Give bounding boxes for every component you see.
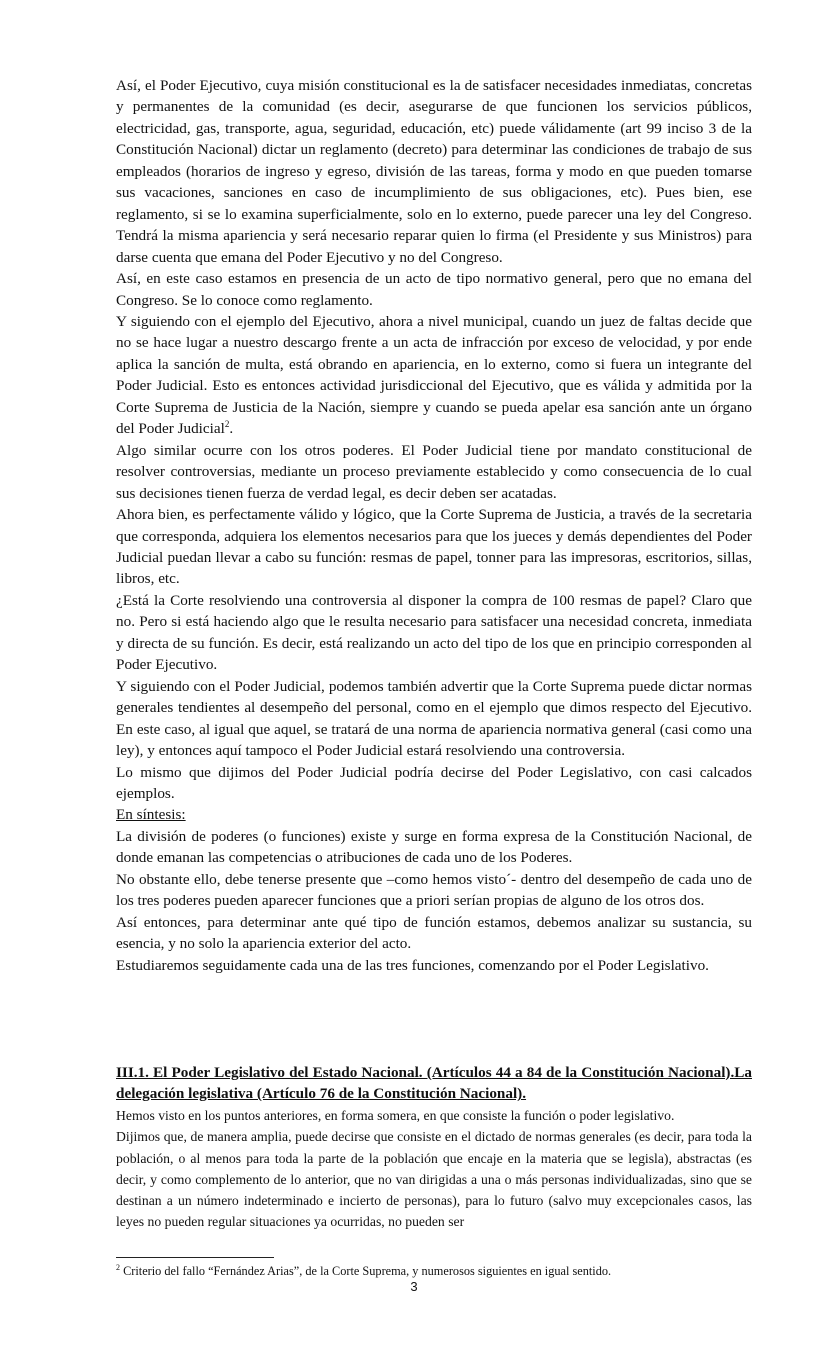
- paragraph: Algo similar ocurre con los otros poderes. El Poder Judicial tiene por mandato constitucional de resolver controversias, mediante un proceso previamente establecido y como consecuencia de lo cual sus decisiones tienen fuerza de verdad legal, es decir deben ser acatadas.: [116, 441, 752, 502]
- paragraph: La división de poderes (o funciones) existe y surge en forma expresa de la Constitución Nacional, de donde emanan las competencias o atribuciones de cada uno de los Poderes.: [116, 827, 752, 867]
- paragraph: No obstante ello, debe tenerse presente que –como hemos visto´- dentro del desempeño de cada uno de los tres poderes pueden aparecer funciones que a priori serían propias de alguno de los otros dos.: [116, 870, 752, 910]
- footnote-separator: [116, 1257, 274, 1258]
- paragraph: Así, el Poder Ejecutivo, cuya misión constitucional es la de satisfacer necesidades inmediatas, concretas y permanentes de la comunidad (es decir, asegurarse de que funcionen los servicios públicos, electricidad, gas, transporte, agua, seguridad, educación, etc) puede válidamente (art 99 inciso 3 de la Constitución Nacional) dictar un reglamento (decreto) para determinar las condiciones de trabajo de sus empleados (horarios de ingreso y egreso, división de las tareas, forma y modo en que pueden tomarse sus vacaciones, sanciones en caso de incumplimiento de sus obligaciones, etc). Pues bien, ese reglamento, si se lo examina superficialmente, solo en lo externo, puede parecer una ley del Congreso. Tendrá la misma apariencia y será necesario reparar quien lo firma (el Presidente y sus Ministros) para darse cuenta que emana del Poder Ejecutivo y no del Congreso.: [116, 77, 752, 266]
- paragraph: Dijimos que, de manera amplia, puede decirse que consiste en el dictado de normas generales (es decir, para toda la población, o al menos para toda la parte de la población que encaje en la materia que se legisla), abstractas (es decir, y como complemento de lo anterior, que no van dirigidas a una o más personas individualizadas, sino que se destinan a un número indeterminado e incierto de personas), para lo futuro (salvo muy excepcionales casos, las leyes no pueden regular situaciones ya ocurridas, no pueden ser: [116, 1129, 752, 1230]
- page-number: 3: [410, 1279, 418, 1294]
- body-text: [116, 75, 752, 976]
- paragraph: Ahora bien, es perfectamente válido y lógico, que la Corte Suprema de Justicia, a través de la secretaria que corresponda, adquiera los elementos necesarios para que los jueces y demás dependientes del Poder Judicial puedan llevar a cabo su función: resmas de papel, tonner para las impresoras, escritorios, sillas, libros, etc.: [116, 506, 752, 588]
- section-heading: III.1. El Poder Legislativo del Estado Nacional. (Artículos 44 a 84 de la Constitución Nacional).La delegación legislativa (Artículo 76 de la Constitución Nacional).: [116, 1064, 752, 1103]
- paragraph: Así, en este caso estamos en presencia de un acto de tipo normativo general, pero que no emana del Congreso. Se lo conoce como reglamento.: [116, 270, 752, 309]
- footnote-marker: 2: [116, 1262, 120, 1272]
- paragraph-text: Y siguiendo con el ejemplo del Ejecutivo, ahora a nivel municipal, cuando un juez de faltas decide que no se hace lugar a nuestro descargo frente a un acta de infracción por exceso de velocidad, y por ende aplica la sanción de multa, está obrando en apariencia, en lo externo, como si fuera un integrante del Poder Judicial. Esto es entonces actividad jurisdiccional del Ejecutivo, que es válida y admitida por la Corte Suprema de Justicia de la Nación, siempre y cuando se pueda apelar esa sanción ante un órgano del Poder Judicial: [116, 312, 752, 438]
- paragraph: Lo mismo que dijimos del Poder Judicial podría decirse del Poder Legislativo, con casi calcados ejemplos.: [116, 763, 752, 802]
- paragraph: Hemos visto en los puntos anteriores, en forma somera, en que consiste la función o poder legislativo.: [116, 1108, 675, 1123]
- footnote-text: Criterio del fallo “Fernández Arias”, de la Corte Suprema, y numerosos siguientes en igual sentido.: [120, 1264, 612, 1278]
- paragraph: Estudiaremos seguidamente cada una de las tres funciones, comenzando por el Poder Legislativo.: [116, 956, 709, 974]
- paragraph-with-footnote: Y siguiendo con el ejemplo del Ejecutivo, ahora a nivel municipal, cuando un juez de faltas decide que no se hace lugar a nuestro descargo frente a un acta de infracción por exceso de velocidad, y por ende aplica la sanción de multa, está obrando en apariencia, en lo externo, como si fuera un integrante del Poder Judicial. Esto es entonces actividad jurisdiccional del Ejecutivo, que es válida y admitida por la Corte Suprema de Justicia de la Nación, siempre y cuando se pueda apelar esa sanción ante un órgano del Poder Judicial$^2$.: [116, 312, 752, 438]
- paragraph: ¿Está la Corte resolviendo una controversia al disponer la compra de 100 resmas de papel? Claro que no. Pero si está haciendo algo que le resulta necesario para satisfacer una necesidad concreta, inmediata y directa de su función. Es decir, está realizando un acto del tipo de los que en principio corresponden al Poder Ejecutivo.: [116, 591, 752, 674]
- section-body: [116, 1105, 752, 1233]
- footnote: [116, 1263, 752, 1279]
- paragraph: Y siguiendo con el Poder Judicial, podemos también advertir que la Corte Suprema puede dictar normas generales tendientes al desempeño del personal, como en el ejemplo que dimos respecto del Ejecutivo. En este caso, al igual que aquel, se tratará de una norma de apariencia normativa general (casi como una ley), y entonces aquí tampoco el Poder Judicial estará resolviendo una controversia.: [116, 677, 752, 760]
- paragraph: Así entonces, para determinar ante qué tipo de función estamos, debemos analizar su sustancia, su esencia, y no solo la apariencia exterior del acto.: [116, 913, 752, 953]
- footnote-reference: 2: [224, 419, 230, 430]
- subheading-synthesis: En síntesis:: [116, 806, 186, 824]
